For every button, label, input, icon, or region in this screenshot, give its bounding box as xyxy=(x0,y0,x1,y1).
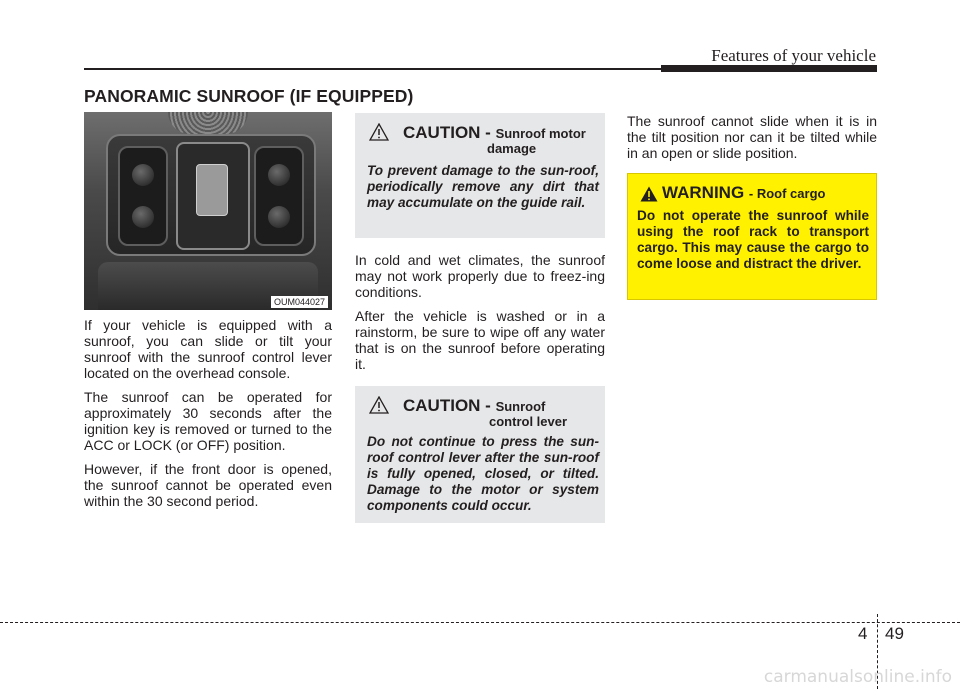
middle-column-text xyxy=(355,252,605,380)
right-column-text xyxy=(627,113,877,169)
right-lamp-pod xyxy=(254,146,304,246)
sunroof-control-lever xyxy=(196,164,228,216)
page-title: PANORAMIC SUNROOF (IF EQUIPPED) xyxy=(84,86,414,106)
paragraph: The sunroof cannot slide when it is in the tilt position nor can it be tilted while in an open or slide position. xyxy=(627,113,877,161)
left-column-text xyxy=(84,317,332,517)
page-number: 49 xyxy=(885,624,904,643)
caution-subtitle-line2: damage xyxy=(487,141,537,156)
warning-triangle-icon xyxy=(640,186,658,202)
caution-body: To prevent damage to the sun-roof, periodically remove any dirt that may accumulate on the guide rail. xyxy=(367,163,599,210)
sunroof-control-lever-housing xyxy=(176,142,250,250)
sunroof-control-photo xyxy=(84,112,332,310)
caution-title xyxy=(403,396,545,416)
overhead-console xyxy=(106,134,316,256)
image-code: OUM044027 xyxy=(271,296,328,308)
caution-triangle-icon xyxy=(369,123,389,141)
paragraph: In cold and wet climates, the sunroof may not work properly due to freez-ing conditions. xyxy=(355,252,605,300)
header-bar xyxy=(661,65,877,72)
header-rule xyxy=(84,68,661,70)
caution-subtitle-line2: control lever xyxy=(489,414,568,429)
warning-body: Do not operate the sunroof while using the roof rack to transport cargo. This may cause the cargo to come loose and distract the driver. xyxy=(637,208,869,271)
paragraph: If your vehicle is equipped with a sunroof, you can slide or tilt your sunroof with the sunroof control lever located on the overhead console. xyxy=(84,317,332,381)
warning-subtitle: - Roof cargo xyxy=(748,186,826,201)
caution-box-lever xyxy=(355,386,605,523)
caution-label: CAUTION - xyxy=(403,123,491,142)
lamp-button xyxy=(132,206,154,228)
caution-title xyxy=(403,123,586,143)
caution-body: Do not continue to press the sun-roof control lever after the sun-roof is fully opened, closed, or tilted. Damage to the motor or system components could occur. xyxy=(367,434,599,513)
caution-label: CAUTION - xyxy=(403,396,491,415)
caution-box-motor xyxy=(355,113,605,238)
watermark: carmanualsonline.info xyxy=(763,667,952,687)
warning-title xyxy=(662,183,825,203)
lamp-button xyxy=(268,164,290,186)
left-lamp-pod xyxy=(118,146,168,246)
caution-subtitle: Sunroof motor xyxy=(495,126,586,141)
chapter-number: 4 xyxy=(858,624,868,643)
speaker-grille xyxy=(168,112,248,134)
caution-subtitle: Sunroof xyxy=(495,399,546,414)
warning-label: WARNING xyxy=(662,183,745,202)
lamp-button xyxy=(268,206,290,228)
section-header: Features of your vehicle xyxy=(711,46,876,65)
paragraph: After the vehicle is washed or in a rainstorm, be sure to wipe off any water that is on the sunroof before operating it. xyxy=(355,308,605,372)
warning-box-roof-cargo xyxy=(627,173,877,300)
caution-triangle-icon xyxy=(369,396,389,414)
paragraph: However, if the front door is opened, the sunroof cannot be operated even within the 30 second period. xyxy=(84,461,332,509)
lamp-button xyxy=(132,164,154,186)
footer-rule xyxy=(0,622,960,623)
paragraph: The sunroof can be operated for approximately 30 seconds after the ignition key is removed or turned to the ACC or LOCK (or OFF) position. xyxy=(84,389,332,453)
